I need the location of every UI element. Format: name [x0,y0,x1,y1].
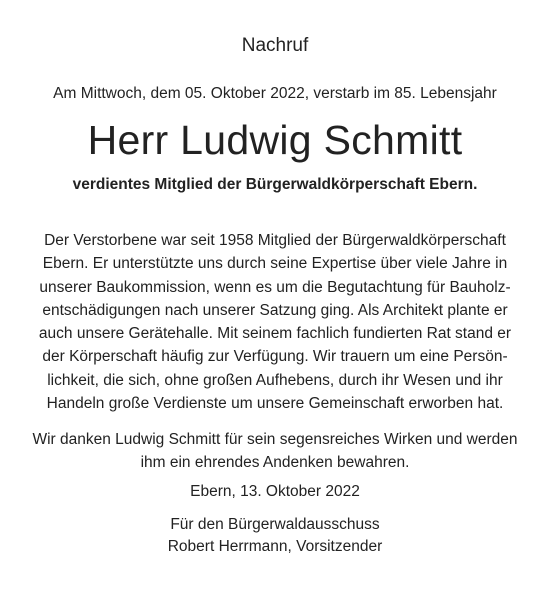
deceased-name: Herr Ludwig Schmitt [87,117,463,163]
signature-block [0,514,550,558]
notice-heading: Nachruf [241,35,309,56]
membership-role: verdientes Mitglied der Bürgerwaldkörperschaft Ebern. [72,176,478,193]
signature-signatory: Robert Herrmann, Vorsitzender [167,538,383,555]
tribute-line: lichkeit, die sich, ohne großen Aufhebens, durch ihr Wesen und ihr [47,371,503,389]
place-and-date: Ebern, 13. Oktober 2022 [190,483,360,500]
thanks-text [0,428,550,474]
thanks-line: ihm ein ehrendes Andenken bewahren. [140,454,410,471]
tribute-line: Handeln große Verdienste um unsere Gemeinschaft erworben hat. [46,395,504,413]
signature-organization: Für den Bürgerwaldausschuss [170,516,380,533]
tribute-line: Ebern. Er unterstützte uns durch seine Expertise über viele Jahre in [42,255,508,273]
death-announcement: Am Mittwoch, dem 05. Oktober 2022, verstarb im 85. Lebensjahr [53,85,497,102]
tribute-line: auch unsere Gerätehalle. Mit seinem fachlich fundierten Rat stand er [38,325,512,343]
tribute-line: entschädigungen nach unserer Satzung ging. Als Architekt plante er [42,301,508,319]
thanks-line: Wir danken Ludwig Schmitt für sein segensreiches Wirken und werden [32,431,518,448]
tribute-line: Der Verstorbene war seit 1958 Mitglied der Bürgerwaldkörperschaft [44,232,506,249]
tribute-text [0,229,550,415]
tribute-line: der Körperschaft häufig zur Verfügung. Wir trauern um eine Persön- [42,348,508,366]
tribute-line: unserer Baukommission, wenn es um die Begutachtung für Bauholz- [39,278,511,296]
